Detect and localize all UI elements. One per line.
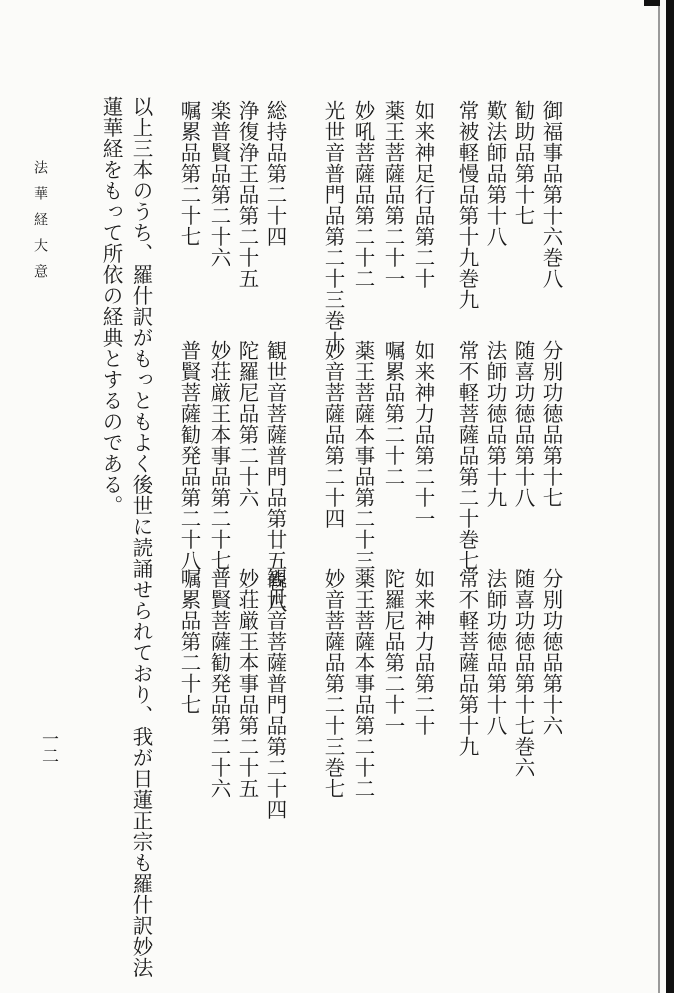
chapter-row-4-c: 常不軽菩薩品第十九 [455,568,479,757]
chapter-row-2-c: 随喜功徳品第十七巻六 [511,568,535,778]
chapter-row-8-a: 光世音普門品第二十三巻十 [321,100,345,352]
page-edge-line [658,0,660,993]
body-paragraph-line-2: 蓮華経をもって所依の経典とするのである。 [99,96,123,516]
chapter-row-5-b: 如来神力品第二十一 [411,340,435,529]
chapter-row-10-c: 妙荘厳王本事品第二十五 [235,568,259,799]
chapter-row-10-b: 陀羅尼品第二十六 [235,340,259,508]
chapter-row-7-c: 薬王菩薩本事品第二十二 [351,568,375,799]
chapter-row-8-b: 妙音菩薩品第二十四 [321,340,345,529]
running-header: 法華経大意 [32,160,48,290]
chapter-row-6-b: 嘱累品第二十二 [381,340,405,487]
chapter-row-2-a: 勧助品第十七 [511,100,535,226]
page-number: 一二 [38,730,58,764]
chapter-row-12-b: 普賢菩薩勧発品第二十八 [177,340,201,571]
chapter-row-11-c: 普賢菩薩勧発品第二十六 [207,568,231,799]
chapter-row-6-a: 薬王菩薩品第二十一 [381,100,405,289]
chapter-row-12-c: 嘱累品第二十七 [177,568,201,715]
chapter-row-10-a: 浄復浄王品第二十五 [235,100,259,289]
page-edge-shadow [666,0,674,993]
chapter-row-3-a: 歎法師品第十八 [483,100,507,247]
page-corner-mark [644,0,660,6]
chapter-row-7-a: 妙吼菩薩品第二十二 [351,100,375,289]
chapter-row-3-b: 法師功徳品第十九 [483,340,507,508]
chapter-row-2-b: 随喜功徳品第十八 [511,340,535,508]
chapter-row-3-c: 法師功徳品第十八 [483,568,507,736]
chapter-row-9-a: 総持品第二十四 [263,100,287,247]
chapter-row-11-b: 妙荘厳王本事品第二十七 [207,340,231,571]
chapter-row-6-c: 陀羅尼品第二十一 [381,568,405,736]
chapter-row-4-b: 常不軽菩薩品第二十巻七 [455,340,479,571]
chapter-row-1-a: 御福事品第十六巻八 [539,100,563,289]
chapter-row-4-a: 常被軽慢品第十九巻九 [455,100,479,310]
chapter-row-5-c: 如来神力品第二十 [411,568,435,736]
chapter-row-1-c: 分別功徳品第十六 [539,568,563,736]
chapter-row-11-a: 楽普賢品第二十六 [207,100,231,268]
chapter-row-5-a: 如来神足行品第二十 [411,100,435,289]
chapter-row-9-b: 観世音菩薩普門品第廿五巻八 [263,340,287,613]
chapter-row-7-b: 薬王菩薩本事品第二十三 [351,340,375,571]
chapter-row-1-b: 分別功徳品第十七 [539,340,563,508]
chapter-row-12-a: 嘱累品第二十七 [177,100,201,247]
chapter-row-9-c: 観世音菩薩普門品第二十四 [263,568,287,820]
body-paragraph-line-1: 以上三本のうち、羅什訳がもっともよく後世に読誦せられており、我が日蓮正宗も羅什訳妙法 [129,96,153,978]
chapter-row-8-c: 妙音菩薩品第二十三巻七 [321,568,345,799]
